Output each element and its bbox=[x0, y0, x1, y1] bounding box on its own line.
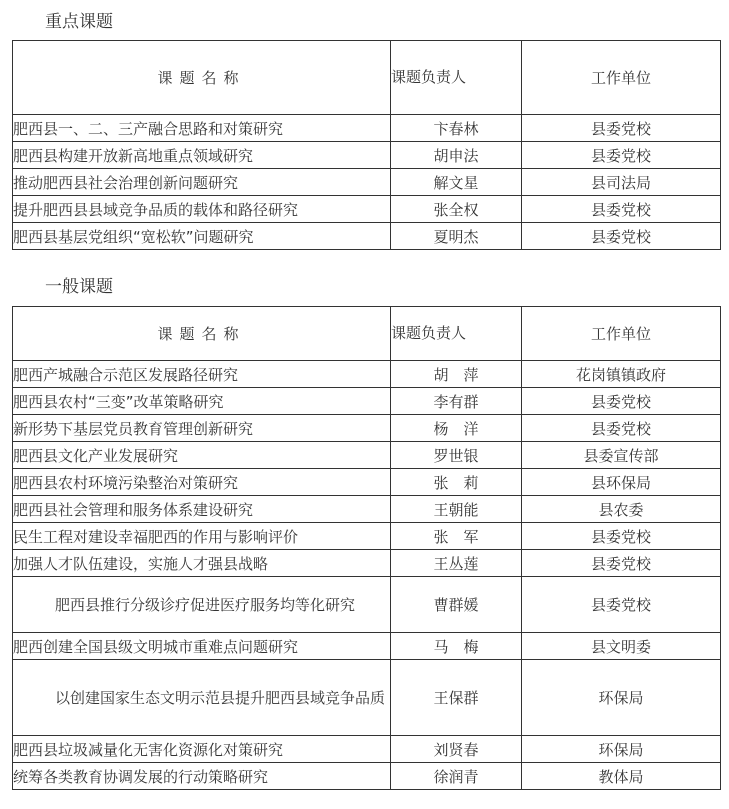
topic-lead: 解文星 bbox=[391, 169, 522, 196]
topic-name: 以创建国家生态文明示范县提升肥西县域竞争品质 bbox=[13, 660, 391, 736]
table-row bbox=[13, 736, 721, 763]
topic-name: 推动肥西县社会治理创新问题研究 bbox=[13, 169, 391, 196]
topic-lead: 罗世银 bbox=[391, 442, 522, 469]
general-topics-table bbox=[12, 306, 721, 790]
header-topic-lead: 课题负责人 bbox=[391, 41, 522, 115]
topic-lead: 张 莉 bbox=[391, 469, 522, 496]
topic-lead: 夏明杰 bbox=[391, 223, 522, 250]
table-row bbox=[13, 442, 721, 469]
topic-lead: 王朝能 bbox=[391, 496, 522, 523]
table-row bbox=[13, 469, 721, 496]
topic-lead: 张 军 bbox=[391, 523, 522, 550]
table-row bbox=[13, 196, 721, 223]
work-unit: 县委党校 bbox=[522, 223, 721, 250]
topic-name: 肥西县垃圾减量化无害化资源化对策研究 bbox=[13, 736, 391, 763]
topic-lead: 曹群媛 bbox=[391, 577, 522, 633]
topic-lead: 王保群 bbox=[391, 660, 522, 736]
table-row bbox=[13, 142, 721, 169]
table-row bbox=[13, 577, 721, 633]
table-header-row bbox=[13, 307, 721, 361]
topic-lead: 张全权 bbox=[391, 196, 522, 223]
table-row bbox=[13, 361, 721, 388]
topic-lead: 胡 萍 bbox=[391, 361, 522, 388]
header-topic-name: 课题名称 bbox=[13, 307, 391, 361]
topic-name: 加强人才队伍建设，实施人才强县战略 bbox=[13, 550, 391, 577]
topic-name: 提升肥西县县域竞争品质的载体和路径研究 bbox=[13, 196, 391, 223]
topic-lead: 胡申法 bbox=[391, 142, 522, 169]
work-unit: 县司法局 bbox=[522, 169, 721, 196]
work-unit: 县委党校 bbox=[522, 550, 721, 577]
topic-name: 肥西县推行分级诊疗促进医疗服务均等化研究 bbox=[13, 577, 391, 633]
topic-name: 肥西创建全国县级文明城市重难点问题研究 bbox=[13, 633, 391, 660]
key-topics-table bbox=[12, 40, 721, 250]
work-unit: 教体局 bbox=[522, 763, 721, 790]
work-unit: 县委党校 bbox=[522, 115, 721, 142]
table-row bbox=[13, 660, 721, 736]
header-work-unit: 工作单位 bbox=[522, 41, 721, 115]
work-unit: 县委党校 bbox=[522, 196, 721, 223]
work-unit: 县委党校 bbox=[522, 388, 721, 415]
table-row bbox=[13, 415, 721, 442]
topic-name: 肥西县社会管理和服务体系建设研究 bbox=[13, 496, 391, 523]
topic-lead: 王丛莲 bbox=[391, 550, 522, 577]
topic-lead: 徐润青 bbox=[391, 763, 522, 790]
topic-lead: 卞春林 bbox=[391, 115, 522, 142]
topic-name: 肥西县农村环境污染整治对策研究 bbox=[13, 469, 391, 496]
topic-name: 肥西县一、二、三产融合思路和对策研究 bbox=[13, 115, 391, 142]
topic-lead: 李有群 bbox=[391, 388, 522, 415]
topic-name: 肥西县文化产业发展研究 bbox=[13, 442, 391, 469]
table-row bbox=[13, 115, 721, 142]
topic-name: 新形势下基层党员教育管理创新研究 bbox=[13, 415, 391, 442]
work-unit: 县文明委 bbox=[522, 633, 721, 660]
header-topic-lead: 课题负责人 bbox=[391, 307, 522, 361]
work-unit: 县委党校 bbox=[522, 415, 721, 442]
topic-name: 肥西产城融合示范区发展路径研究 bbox=[13, 361, 391, 388]
table-row bbox=[13, 496, 721, 523]
key-topics-title: 重点课题 bbox=[45, 12, 113, 32]
table-row bbox=[13, 633, 721, 660]
work-unit: 县委党校 bbox=[522, 142, 721, 169]
topic-name: 统筹各类教育协调发展的行动策略研究 bbox=[13, 763, 391, 790]
work-unit: 环保局 bbox=[522, 736, 721, 763]
work-unit: 县环保局 bbox=[522, 469, 721, 496]
topic-lead: 马 梅 bbox=[391, 633, 522, 660]
general-topics-title: 一般课题 bbox=[45, 277, 113, 297]
table-row bbox=[13, 169, 721, 196]
topic-lead: 刘贤春 bbox=[391, 736, 522, 763]
table-row bbox=[13, 388, 721, 415]
work-unit: 县委党校 bbox=[522, 577, 721, 633]
header-work-unit: 工作单位 bbox=[522, 307, 721, 361]
topic-name: 肥西县农村“三变”改革策略研究 bbox=[13, 388, 391, 415]
topic-name: 肥西县构建开放新高地重点领域研究 bbox=[13, 142, 391, 169]
work-unit: 县委宣传部 bbox=[522, 442, 721, 469]
work-unit: 花岗镇镇政府 bbox=[522, 361, 721, 388]
header-topic-name: 课题名称 bbox=[13, 41, 391, 115]
work-unit: 县委党校 bbox=[522, 523, 721, 550]
table-row bbox=[13, 763, 721, 790]
topic-lead: 杨 洋 bbox=[391, 415, 522, 442]
table-header-row bbox=[13, 41, 721, 115]
table-row bbox=[13, 550, 721, 577]
table-row bbox=[13, 223, 721, 250]
work-unit: 县农委 bbox=[522, 496, 721, 523]
topic-name: 民生工程对建设幸福肥西的作用与影响评价 bbox=[13, 523, 391, 550]
table-row bbox=[13, 523, 721, 550]
work-unit: 环保局 bbox=[522, 660, 721, 736]
topic-name: 肥西县基层党组织“宽松软”问题研究 bbox=[13, 223, 391, 250]
